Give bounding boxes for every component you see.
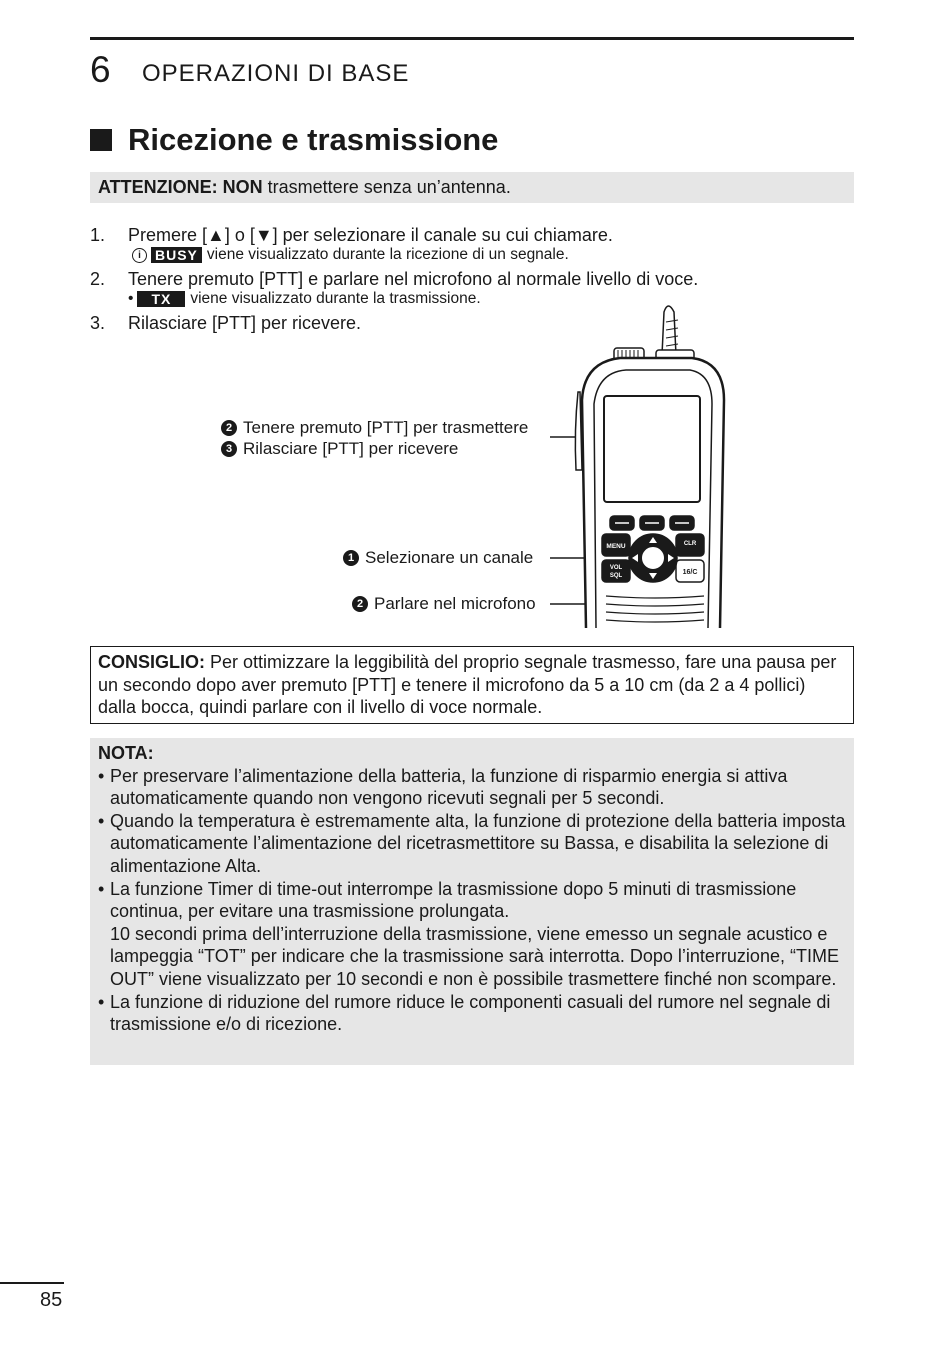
callout-text: Tenere premuto [PTT] per trasmettere [243,418,529,437]
callout-text: Rilasciare [PTT] per ricevere [243,439,459,458]
note-item [98,765,846,810]
tip-label: CONSIGLIO: [98,652,205,672]
ptt-key-icon [575,392,582,470]
clr-key-label: CLR [683,541,697,547]
sql-key-label: SQL [609,573,623,579]
tip-box [90,646,854,724]
vol-key-label: VOL [609,565,623,571]
bullet: • [98,765,105,786]
step-text: Tenere premuto [PTT] e parlare nel microfono al normale livello di voce. [128,269,699,289]
note-item [98,991,846,1036]
step-text: Premere [▲] o [▼] per selezionare il canale su cui chiamare. [128,225,613,245]
warning-label: ATTENZIONE: [98,177,218,197]
callout-marker: 2 [352,596,368,612]
note-continuation-text: 10 secondi prima dell’interruzione della trasmissione, viene emesso un segnale acustico e lampeggia “TOT” per indicare che la trasmissione sarà interrotta. Dopo l’interruzione, “TIME OUT” viene visualizzato per 10 secondi e non è possibile trasmettere finché non scompare. [110,923,839,989]
step-number: 1. [90,225,106,245]
callout-marker: 3 [221,441,237,457]
note-item [98,810,846,878]
radio-illustration [0,0,950,640]
callout-marker: 2 [221,420,237,436]
tx-badge: TX [137,291,185,307]
step-2-note-text: viene visualizzato durante la trasmissione. [190,290,481,307]
note-item-text: Per preservare l’alimentazione della batteria, la funzione di risparmio energia si attiva automaticamente quando non vengono ricevuti segnali per 5 secondi. [110,765,788,809]
chapter-number: 6 [90,49,111,90]
bullet: • [98,878,105,899]
page-number: 85 [40,1289,63,1311]
note-item-text: Quando la temperatura è estremamente alta, la funzione di protezione della batteria imposta automaticamente l’alimentazione del ricetrasmettitore su Bassa, e disabilita la selezione di alimentazione Alta. [110,810,846,876]
note-box [90,738,854,1065]
tip-text: Per ottimizzare la leggibilità del proprio segnale trasmesso, fare una pausa per un secondo dopo aver premuto [PTT] e tenere il microfono da 5 a 10 cm (da 2 a 4 pollici) dalla bocca, quindi parlare con il livello di voce normale. [98,652,837,717]
step-number: 2. [90,269,106,289]
ch16-key-label: 16/C [682,569,698,576]
note-item-continuation [98,923,846,991]
bullet: • [98,991,105,1012]
menu-key-label: MENU [606,543,626,550]
step-number: 3. [90,313,106,333]
display-screen-icon [604,396,700,502]
callout-marker: 1 [343,550,359,566]
chapter-title: OPERAZIONI DI BASE [142,60,410,87]
section-title: Ricezione e trasmissione [128,122,499,157]
callout-text: Parlare nel microfono [374,594,536,613]
note-item-text: La funzione Timer di time-out interrompe la trasmissione dopo 5 minuti di trasmissione continua, per evitare una trasmissione prolungata. [110,878,797,922]
warning-text: trasmettere senza un’antenna. [262,177,511,197]
footer-rule [0,1282,64,1284]
note-label: NOTA: [98,743,154,763]
step-text: Rilasciare [PTT] per ricevere. [128,313,362,333]
antenna-icon [662,306,676,355]
callout-text: Selezionare un canale [365,548,534,567]
bullet: • [98,810,105,831]
note-item-text: La funzione di riduzione del rumore riduce le componenti casuali del rumore nel segnale di trasmissione e/o di ricezione. [110,991,831,1035]
step-1-note-text: viene visualizzato durante la ricezione di un segnale. [206,246,569,263]
bullet: • [128,290,134,307]
info-icon: i [132,248,147,263]
warning-emphasis: NON [222,177,263,197]
note-item [98,878,846,923]
busy-badge: BUSY [151,247,202,263]
